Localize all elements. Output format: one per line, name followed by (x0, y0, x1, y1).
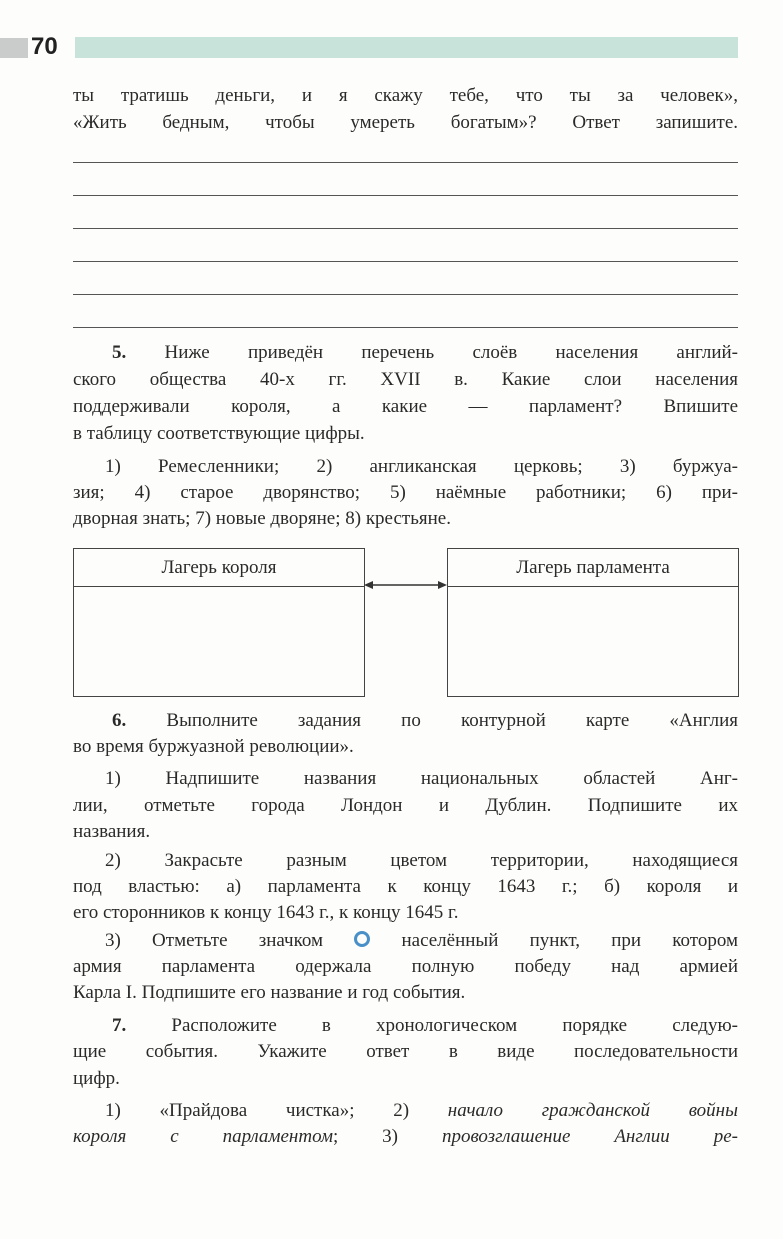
text-segment: 3) Отметьте значком (105, 930, 324, 951)
list-line (105, 1099, 738, 1123)
italic-segment: начало гражданской войны (447, 1100, 738, 1121)
page-number: 70 (31, 33, 58, 60)
text-line: армия парламента одержала полную победу над армией (73, 956, 738, 977)
text-line: Карла I. Подпишите его название и год события. (73, 982, 466, 1003)
text-line: названия. (73, 821, 151, 842)
text-line: в таблицу соответствующие цифры. (73, 423, 365, 444)
text-segment: населённый пункт, при котором (401, 930, 739, 951)
text-line (105, 929, 738, 953)
text-line: ты тратишь деньги, и я скажу тебе, что ты за человек», (73, 85, 738, 106)
list-line: зия; 4) старое дворянство; 5) наёмные работники; 6) при- (73, 482, 738, 503)
text-segment: ; 3) (332, 1126, 442, 1147)
double-arrow-icon (364, 579, 447, 591)
table-header: Лагерь короля (74, 549, 364, 587)
list-line: 1) Ремесленники; 2) англиканская церковь; 3) буржуа- (105, 456, 738, 477)
list-line (73, 1125, 738, 1149)
list-line: дворная знать; 7) новые дворяне; 8) крестьяне. (73, 508, 451, 529)
text-line: поддерживали короля, а какие — парламент? Впишите (73, 396, 738, 417)
table-parliament-camp[interactable] (447, 548, 739, 697)
task-number-badge: 7. (112, 1015, 127, 1036)
task6-text: Выполните задания по контурной карте «Англия (166, 710, 739, 731)
header-left-bar (0, 38, 28, 58)
text-line: лии, отметьте города Лондон и Дублин. Подпишите их (73, 795, 738, 816)
task7-line (112, 1014, 738, 1038)
text-line: щие события. Укажите ответ в виде последовательности (73, 1041, 738, 1062)
task5-line (112, 341, 738, 365)
text-line: его сторонников к концу 1643 г., к концу 1645 г. (73, 902, 459, 923)
answer-line[interactable] (73, 261, 738, 262)
task6-line (112, 709, 738, 733)
circle-marker-icon (354, 931, 370, 947)
answer-line[interactable] (73, 162, 738, 163)
task-number-badge: 6. (112, 710, 127, 731)
answer-line[interactable] (73, 195, 738, 196)
text-line: «Жить бедным, чтобы умереть богатым»? Ответ запишите. (73, 112, 738, 133)
text-line: 1) Надпишите названия национальных областей Анг- (105, 768, 738, 789)
text-line: цифр. (73, 1068, 120, 1089)
answer-line[interactable] (73, 327, 738, 328)
table-header: Лагерь парламента (448, 549, 738, 587)
answer-line[interactable] (73, 294, 738, 295)
text-line: под властью: а) парламента к концу 1643 г.; б) короля и (73, 876, 738, 897)
header-bar (75, 37, 738, 58)
text-line: во время буржуазной революции». (73, 736, 354, 757)
task5-text: Ниже приведён перечень слоёв населения англий- (164, 342, 739, 363)
italic-segment: провозглашение Англии ре- (441, 1126, 738, 1147)
answer-line[interactable] (73, 228, 738, 229)
text-line: ского общества 40-х гг. XVII в. Какие слои населения (73, 369, 738, 390)
text-line: 2) Закрасьте разным цветом территории, находящиеся (105, 850, 738, 871)
text-segment: 1) «Прайдова чистка»; 2) (105, 1100, 448, 1121)
task-number-badge: 5. (112, 342, 127, 363)
task7-text: Расположите в хронологическом порядке следую- (171, 1015, 738, 1036)
table-king-camp[interactable] (73, 548, 365, 697)
italic-segment: короля с парламентом (73, 1126, 333, 1147)
